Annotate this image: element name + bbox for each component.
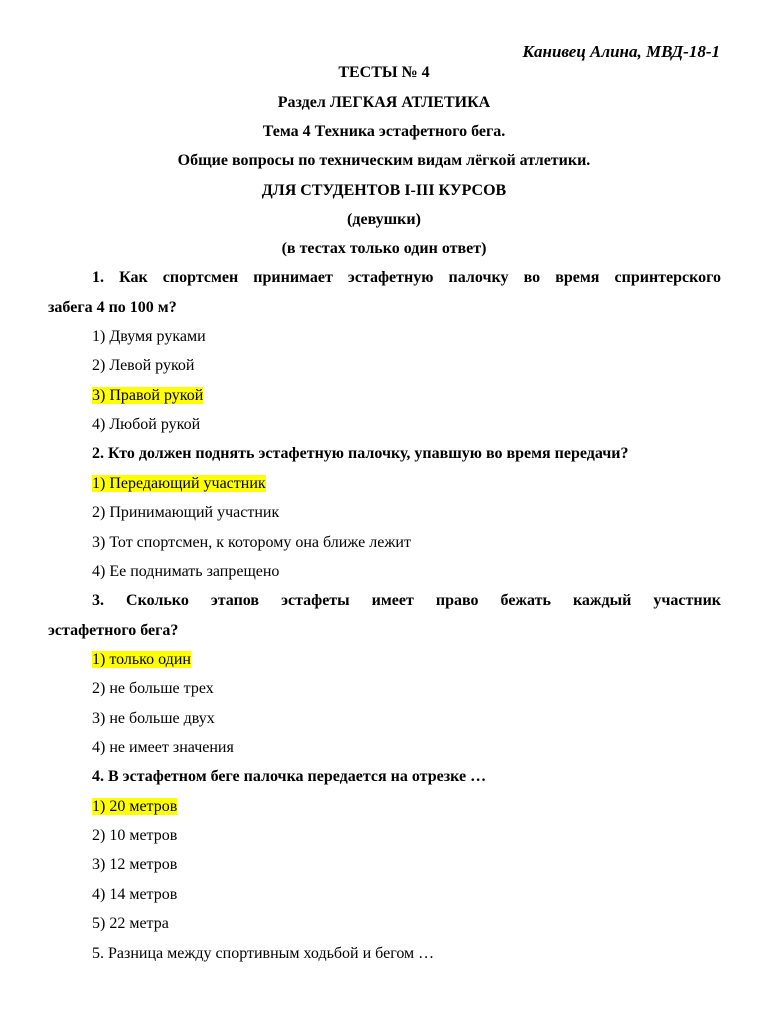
question-2-text: 2. Кто должен поднять эстафетную палочку, упавшую во время передачи? bbox=[92, 445, 629, 462]
q3-option-3: 3) не больше двух bbox=[92, 710, 215, 727]
q4-option-5: 5) 22 метра bbox=[92, 915, 169, 932]
q3-option-2: 2) не больше трех bbox=[92, 680, 214, 697]
test-title: ТЕСТЫ № 4 bbox=[338, 64, 430, 81]
q3-option-1 bbox=[92, 651, 191, 669]
q2-option-4: 4) Ее поднимать запрещено bbox=[92, 563, 280, 580]
q1-option-4: 4) Любой рукой bbox=[92, 416, 201, 433]
question-5-text: 5. Разница между спортивным ходьбой и бегом … bbox=[92, 945, 435, 962]
q1-answer-highlight: 3) Правой рукой bbox=[92, 387, 204, 404]
q1-option-1: 1) Двумя руками bbox=[92, 328, 206, 345]
topic-title: Тема 4 Техника эстафетного бега. bbox=[262, 123, 506, 140]
section-title: Раздел ЛЕГКАЯ АТЛЕТИКА bbox=[277, 94, 491, 111]
q4-option-3: 3) 12 метров bbox=[92, 856, 178, 873]
q2-option-3: 3) Тот спортсмен, к которому она ближе лежит bbox=[92, 534, 411, 551]
q3-option-4: 4) не имеет значения bbox=[92, 739, 234, 756]
q3-answer-highlight: 1) только один bbox=[92, 651, 191, 668]
question-1-text: 1. Как спортсмен принимает эстафетную палочку во время спринтерского bbox=[92, 269, 721, 286]
question-3-text-cont: эстафетного бега? bbox=[48, 622, 179, 639]
audience-title: ДЛЯ СТУДЕНТОВ I-III КУРСОВ bbox=[261, 182, 507, 199]
q4-option-4: 4) 14 метров bbox=[92, 886, 178, 903]
gender-note: (девушки) bbox=[347, 211, 421, 228]
question-1-text-cont: забега 4 по 100 м? bbox=[48, 299, 177, 316]
answer-note: (в тестах только один ответ) bbox=[281, 240, 487, 257]
q1-option-3 bbox=[92, 387, 203, 405]
general-title: Общие вопросы по техническим видам лёгкой атлетики. bbox=[177, 152, 591, 169]
q1-option-2: 2) Левой рукой bbox=[92, 357, 195, 374]
author-line: Канивец Алина, МВД-18-1 bbox=[522, 42, 720, 61]
q2-answer-highlight: 1) Передающий участник bbox=[92, 475, 266, 492]
q2-option-2: 2) Принимающий участник bbox=[92, 504, 280, 521]
q4-option-1 bbox=[92, 798, 177, 816]
question-3-text: 3. Сколько этапов эстафеты имеет право бежать каждый участник bbox=[92, 592, 721, 609]
q2-option-1 bbox=[92, 475, 266, 493]
q4-option-2: 2) 10 метров bbox=[92, 827, 178, 844]
question-4-text: 4. В эстафетном беге палочка передается на отрезке … bbox=[92, 768, 487, 785]
q4-answer-highlight: 1) 20 метров bbox=[92, 798, 178, 815]
